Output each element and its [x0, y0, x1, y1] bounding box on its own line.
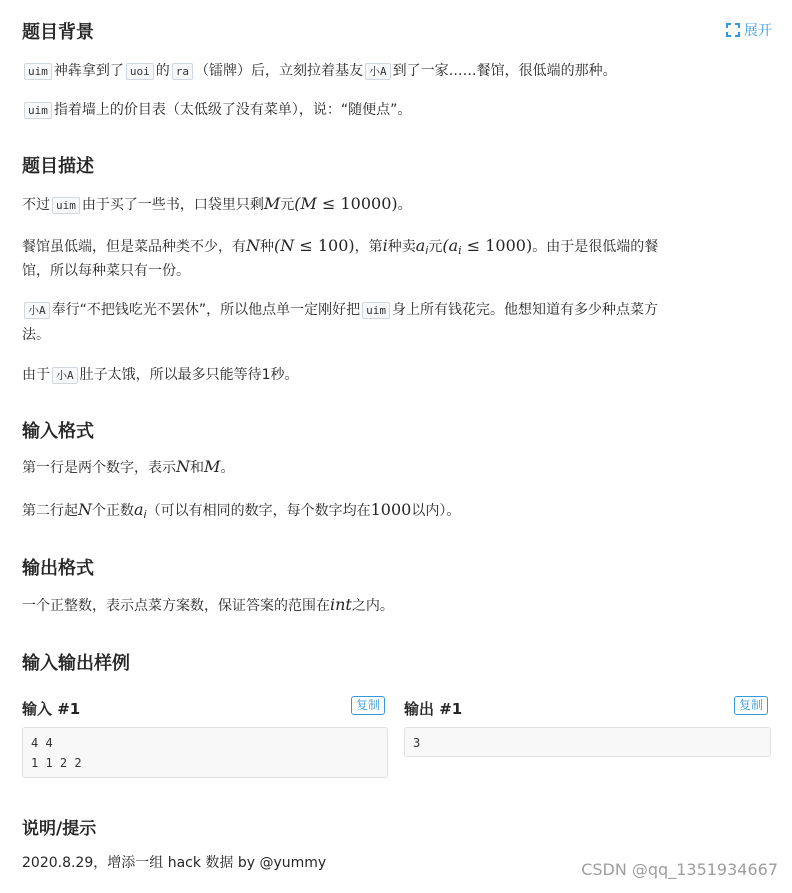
sample-input-box: 4 4 1 1 2 2	[22, 727, 388, 778]
background-paragraph-2: uim 指着墙上的价目表（太低级了没有菜单），说：“随便点”。	[22, 98, 411, 122]
inline-code: 小A	[24, 302, 50, 319]
description-paragraph-3: 小A 奉行“不把钱吃光不罢休”，所以他点单一定刚好把 uim 身上所有钱花完。他想知道有多少种点菜方	[22, 298, 658, 322]
inline-code: uim	[24, 102, 52, 119]
background-paragraph-1: uim 神犇拿到了 uoi 的 ra （镭牌）后，立刻拉着基友 小A 到了一家……餐馆，很低端的那种。	[22, 59, 617, 83]
expand-label: 展开	[744, 23, 772, 39]
inline-code: uim	[24, 63, 52, 80]
inline-code: 小A	[52, 367, 78, 384]
description-paragraph-2-cont: 馆，所以每种菜只有一份。	[22, 263, 190, 279]
copy-output-button[interactable]: 复制	[734, 696, 768, 715]
inline-code: uoi	[126, 63, 154, 80]
sample-input-label: 输入 #1	[22, 700, 81, 718]
output-format-paragraph-1: 一个正整数，表示点菜方案数，保证答案的范围在int之内。	[22, 595, 394, 614]
section-title-input-format: 输入格式	[22, 421, 94, 442]
expand-icon	[726, 23, 740, 37]
description-paragraph-2: 餐馆虽低端，但是菜品种类不少，有N种(N ≤ 100)，第i种卖$a_i$元$(a_i \le 1000)$。由于是很低端的餐	[22, 236, 659, 257]
inline-code: uim	[52, 197, 80, 214]
input-format-paragraph-2: 第二行起N个正数$a_i$（可以有相同的数字，每个数字均在1000以内）。	[22, 500, 461, 521]
inline-code: ra	[172, 63, 193, 80]
description-paragraph-1: 不过 uim 由于买了一些书，口袋里只剩M元(M ≤ 10000)。	[22, 194, 412, 213]
hint-text: 2020.8.29，增添一组 hack 数据 by @yummy	[22, 855, 327, 871]
input-format-paragraph-1: 第一行是两个数字，表示N和M。	[22, 457, 235, 476]
section-title-description: 题目描述	[22, 156, 94, 177]
copy-input-button[interactable]: 复制	[351, 696, 385, 715]
sample-output-label: 输出 #1	[404, 700, 463, 718]
description-paragraph-3-cont: 法。	[22, 327, 50, 343]
section-title-samples: 输入输出样例	[22, 653, 130, 674]
sample-output-box: 3	[404, 727, 771, 757]
inline-code: uim	[362, 302, 390, 319]
csdn-watermark: CSDN @qq_1351934667	[581, 860, 778, 879]
expand-button[interactable]	[726, 20, 772, 40]
section-title-background: 题目背景	[22, 22, 94, 43]
section-title-hint: 说明/提示	[22, 819, 97, 839]
description-paragraph-4: 由于 小A 肚子太饿，所以最多只能等待1秒。	[22, 367, 299, 383]
inline-code: 小A	[365, 63, 391, 80]
section-title-output-format: 输出格式	[22, 558, 94, 579]
